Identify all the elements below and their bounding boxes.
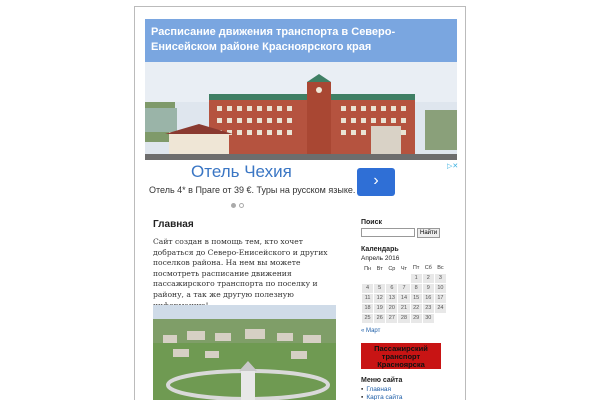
- search-heading: Поиск: [361, 219, 383, 226]
- calendar-day: [434, 313, 446, 323]
- calendar-week-row: [362, 283, 447, 293]
- ad-next-button[interactable]: ›: [357, 168, 395, 196]
- town-aerial-photo: [153, 305, 336, 400]
- menu-item-sitemap: [361, 394, 451, 400]
- calendar-day: 10: [434, 283, 446, 293]
- calendar-day: 28: [398, 313, 410, 323]
- ad-title[interactable]: Отель Чехия: [191, 162, 292, 181]
- intro-text: Сайт создан в помощь тем, кто хочет добраться до Северо-Енисейского и других поселков района. На нем вы можете посмотреть расписание движения пассажирского транспорта по поселку и району, а так же другую полезную: [153, 237, 328, 299]
- calendar-day: [398, 273, 410, 283]
- calendar-prev-month-link[interactable]: « Март: [361, 327, 381, 334]
- calendar-month: Апрель 2016: [361, 255, 400, 262]
- weekday-header: Ср: [388, 265, 396, 272]
- search-input[interactable]: [361, 228, 415, 237]
- site-header: [145, 19, 457, 62]
- page-frame: [134, 6, 466, 400]
- calendar-day: 12: [374, 293, 386, 303]
- calendar-day: [362, 273, 374, 283]
- calendar-day: [386, 273, 398, 283]
- site-title-link[interactable]: Расписание движения транспорта в Северо-Енисейском районе Красноярского края: [151, 26, 396, 53]
- ad-pager-dot[interactable]: [231, 203, 236, 208]
- calendar-day: 6: [386, 283, 398, 293]
- calendar-day: 26: [374, 313, 386, 323]
- passenger-transport-banner[interactable]: Пассажирский транспорт Красноярска: [361, 343, 441, 369]
- calendar-day: 23: [422, 303, 434, 313]
- calendar-week-row: [362, 293, 447, 303]
- calendar-week-row: [362, 313, 447, 323]
- calendar-day: 17: [434, 293, 446, 303]
- weekday-header: Сб: [424, 265, 432, 272]
- calendar-day: 11: [362, 293, 374, 303]
- ad-description[interactable]: Отель 4* в Праге от 39 €. Туры на русском языке.: [149, 185, 356, 195]
- calendar-day: 19: [374, 303, 386, 313]
- menu-link-home[interactable]: Главная: [366, 385, 392, 393]
- calendar-day: 27: [386, 313, 398, 323]
- main-content: [153, 219, 338, 311]
- calendar-day: 25: [362, 313, 374, 323]
- calendar-day: 21: [398, 303, 410, 313]
- calendar-day: 8: [410, 283, 422, 293]
- calendar-day: 3: [434, 273, 446, 283]
- ad-block[interactable]: [145, 162, 457, 202]
- calendar-day: 7: [398, 283, 410, 293]
- search-form: [361, 228, 451, 238]
- calendar-table: [361, 264, 447, 324]
- calendar-day: [374, 273, 386, 283]
- calendar-day: 15: [410, 293, 422, 303]
- menu-link-sitemap[interactable]: Карта сайта: [366, 393, 403, 400]
- calendar-day: 16: [422, 293, 434, 303]
- ad-pager: [231, 195, 247, 213]
- calendar-day: 24: [434, 303, 446, 313]
- calendar-body: [362, 273, 447, 323]
- header-banner-photo: [145, 62, 457, 160]
- calendar-day: 14: [398, 293, 410, 303]
- calendar-week-row: [362, 303, 447, 313]
- calendar-week-row: [362, 273, 447, 283]
- site-menu-heading: Меню сайта: [361, 376, 403, 384]
- site-menu: [361, 386, 451, 400]
- calendar-day: 20: [386, 303, 398, 313]
- calendar-day: 4: [362, 283, 374, 293]
- calendar-day: 18: [362, 303, 374, 313]
- search-button[interactable]: Найти: [417, 228, 440, 238]
- sidebar: [361, 219, 451, 400]
- page-title: Главная: [153, 219, 194, 230]
- calendar-day: 9: [422, 283, 434, 293]
- calendar-day: 5: [374, 283, 386, 293]
- calendar-day: 22: [410, 303, 422, 313]
- weekday-header: Пн: [364, 265, 372, 272]
- calendar-day: 1: [410, 273, 422, 283]
- calendar-day: 30: [422, 313, 434, 323]
- weekday-header: Чт: [400, 265, 408, 272]
- weekday-header: Пт: [412, 265, 420, 272]
- menu-item-home: [361, 386, 451, 394]
- calendar-day: 13: [386, 293, 398, 303]
- ad-pager-dot[interactable]: [239, 203, 244, 208]
- weekday-header: Вт: [376, 265, 383, 272]
- weekday-header: Вс: [437, 265, 444, 272]
- calendar-heading: Календарь: [361, 246, 399, 253]
- calendar-day: 2: [422, 273, 434, 283]
- ad-choices-icon[interactable]: ▷✕: [447, 163, 459, 170]
- calendar-day: 29: [410, 313, 422, 323]
